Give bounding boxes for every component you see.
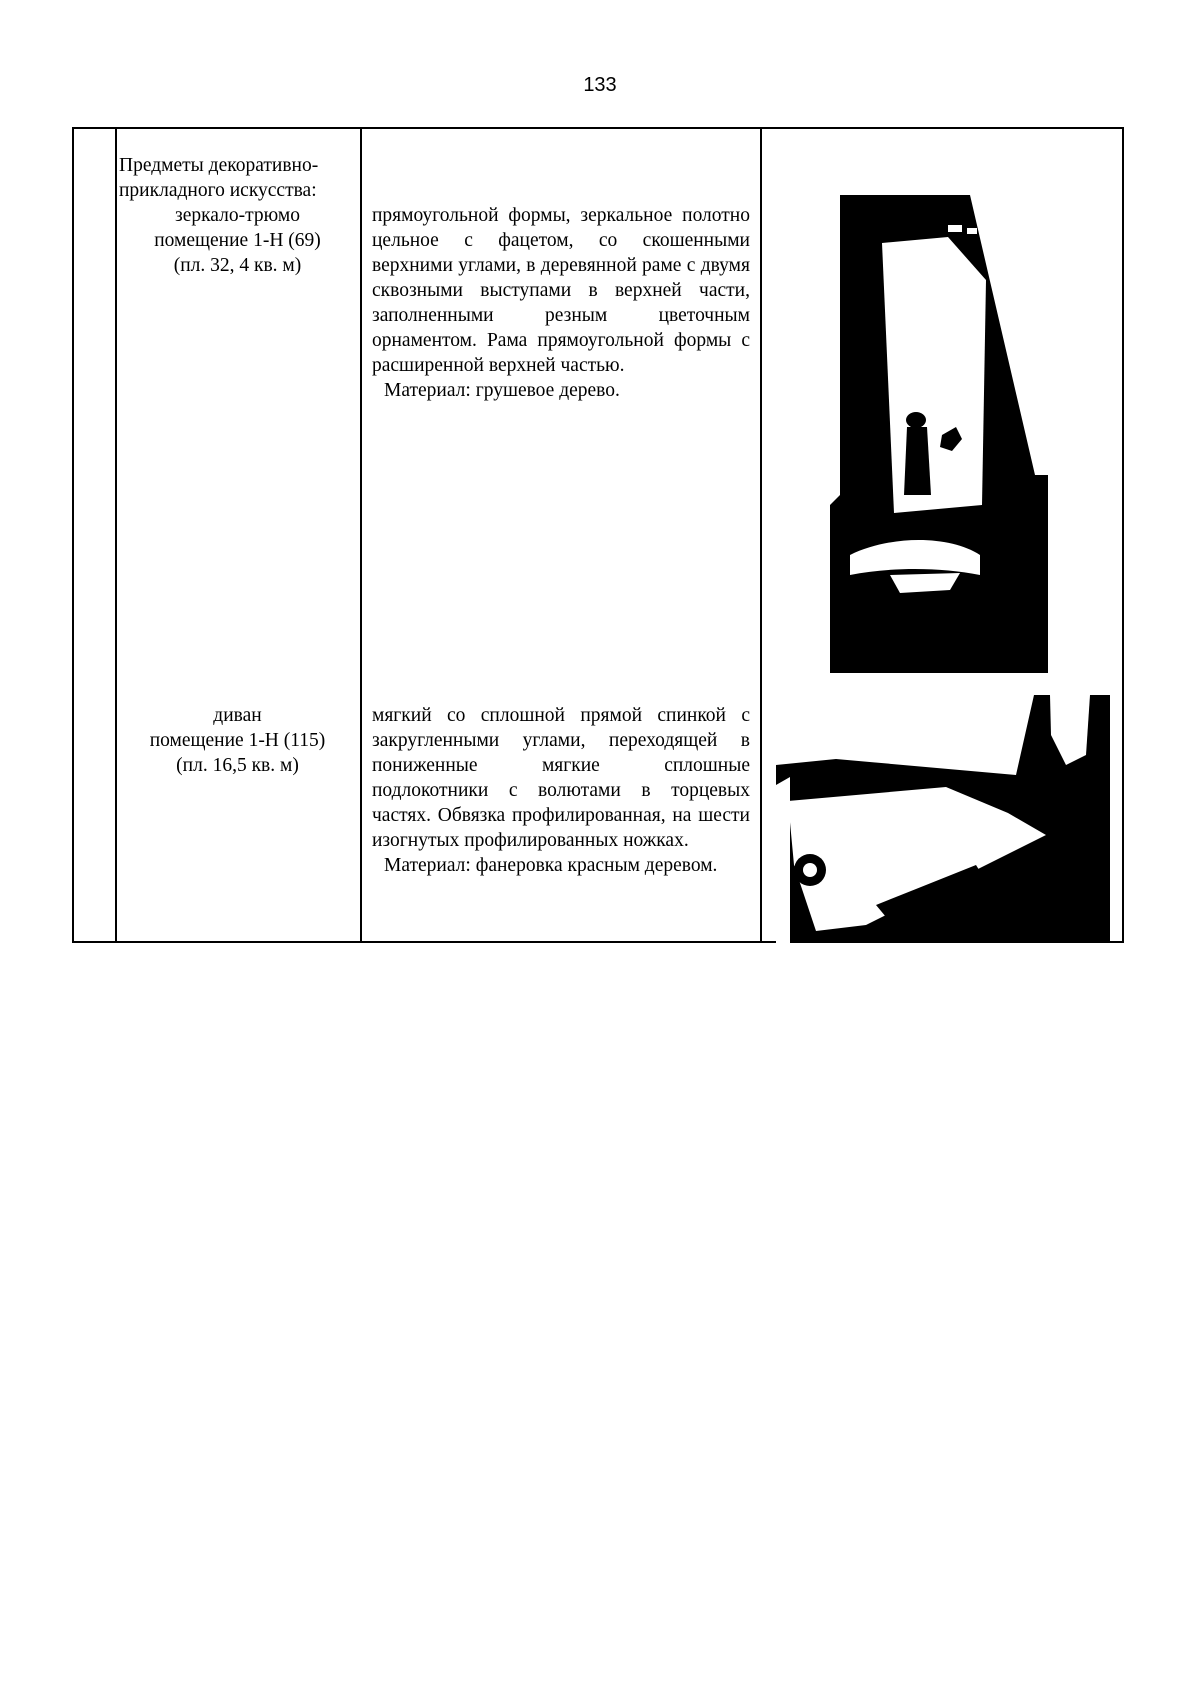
- item-material: Материал: фанеровка красным деревом.: [384, 855, 718, 876]
- item-area: (пл. 16,5 кв. м): [176, 755, 299, 776]
- item-name: зеркало-трюмо: [175, 205, 300, 226]
- section-header: Предметы декоративно-прикладного искусства:: [119, 155, 319, 201]
- item-material: Материал: грушевое дерево.: [384, 380, 620, 401]
- sofa-photo: [776, 695, 1110, 943]
- item-name-block: [119, 703, 356, 778]
- item-room: помещение 1-Н (69): [154, 230, 321, 251]
- item-description: прямоугольной формы, зеркальное полотно цельное с фацетом, со скошенными верхними углами, в деревянной раме с двумя сквозными выступами в верхней части, заполненными резным цветочным орнаментом. Рама прямоугольной формы с расширенной верхней частью.: [372, 205, 750, 376]
- items-table: [72, 127, 1124, 943]
- item-name-block: [119, 153, 356, 278]
- index-cell: [73, 128, 116, 942]
- item-name: диван: [213, 705, 262, 726]
- item-area: (пл. 32, 4 кв. м): [173, 255, 302, 276]
- item-description: мягкий со сплошной прямой спинкой с закругленными углами, переходящей в пониженные мягкие сплошные подлокотники с волютами в торцевых частях. Обвязка профилированная, на шести изогнутых профилированных ножках.: [372, 705, 750, 851]
- mirror-photo: [830, 195, 1048, 673]
- table-row: [73, 128, 1123, 942]
- item-room: помещение 1-Н (115): [149, 730, 326, 751]
- item-description-cell: [361, 128, 761, 942]
- item-description-block: [372, 703, 750, 878]
- page-number: 133: [583, 74, 617, 96]
- item-name-cell: [116, 128, 361, 942]
- item-description-block: [372, 203, 750, 403]
- item-photo-cell: [761, 128, 1123, 942]
